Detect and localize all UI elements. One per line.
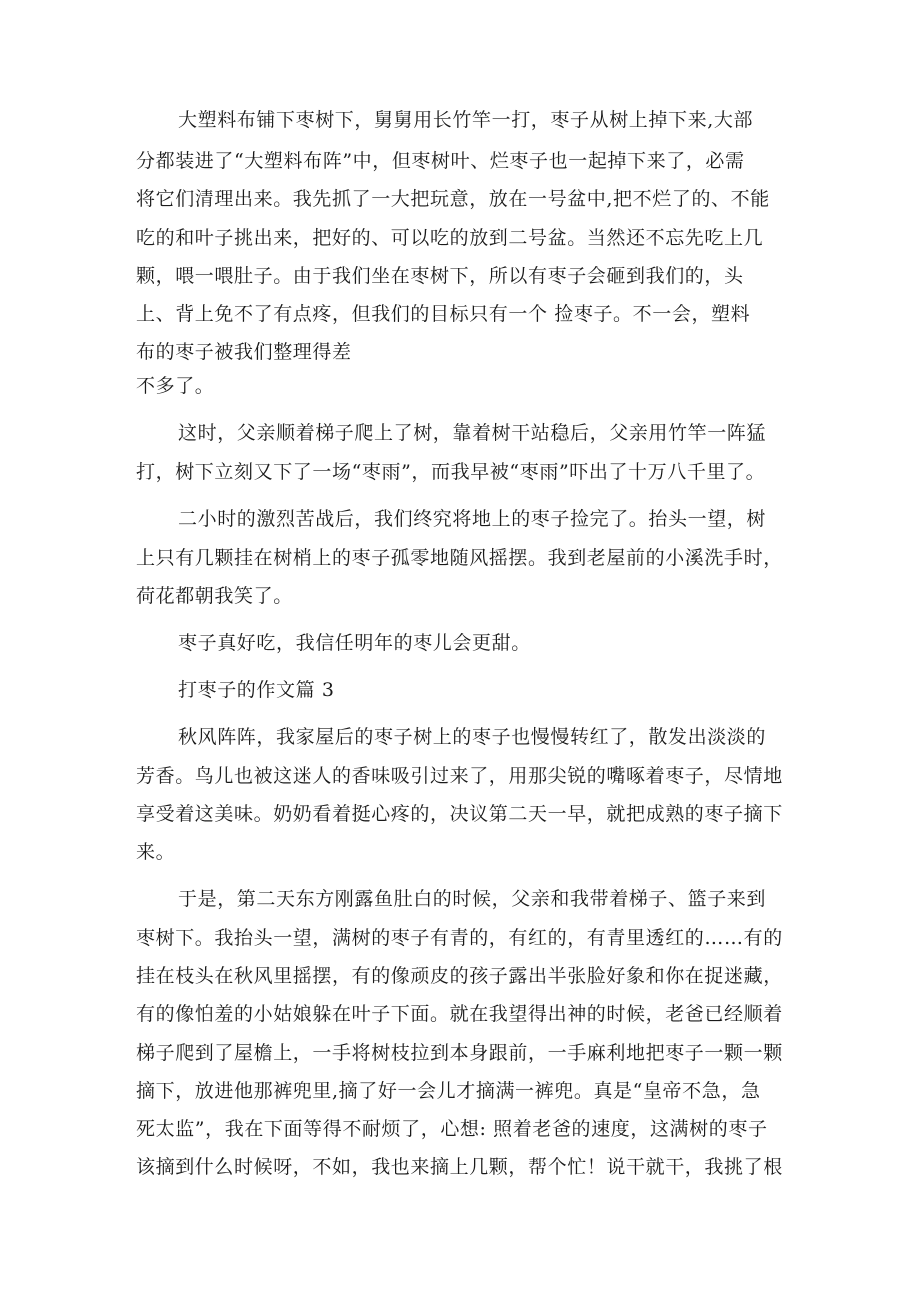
text-line: 将它们清理出来。我先抓了一大把玩意，放在一号盆中,把不烂了的、不能	[136, 188, 770, 210]
text-line: 分都装进了“大塑料布阵”中，但枣树叶、烂枣子也一起掉下来了，必需	[136, 150, 745, 172]
text-line: 来。	[136, 841, 176, 863]
text-line: 颗，喂一喂肚子。由于我们坐在枣树下，所以有枣子会砸到我们的，头	[136, 265, 744, 287]
text-line: 荷花都朝我笑了。	[136, 585, 293, 607]
text-line: 死太监”，我在下面等得不耐烦了，心想: 照着老爸的速度，这满树的枣子	[136, 1118, 768, 1140]
text-line: 二小时的激烈苦战后，我们终究将地上的枣子捡完了。抬头一望，树	[178, 508, 767, 530]
text-line: 秋风阵阵，我家屋后的枣子树上的枣子也慢慢转红了，散发出淡淡的	[178, 726, 767, 748]
text-line: 不多了。	[136, 375, 215, 397]
text-line: 布的枣子被我们整理得差	[136, 341, 352, 363]
text-line: 享受着这美味。奶奶看着挺心疼的，决议第二天一早，就把成熟的枣子摘下	[136, 803, 783, 825]
text-line: 大塑料布铺下枣树下，舅舅用长竹竿一打，枣子从树上掉下来,大部	[178, 109, 754, 131]
text-line: 有的像怕羞的小姑娘躲在叶子下面。就在我望得出神的时候，老爸已经顺着	[136, 1003, 783, 1025]
text-line: 打，树下立刻又下了一场“枣雨”，而我早被“枣雨”吓出了十万八千里了。	[136, 461, 766, 483]
text-line: 上、背上免不了有点疼，但我们的目标只有一个 捡枣子。不一会，塑料	[136, 303, 751, 325]
text-line: 挂在枝头在秋风里摇摆，有的像顽皮的孩子露出半张脸好象和你在捉迷藏，	[136, 965, 783, 987]
text-line: 该摘到什么时候呀，不如，我也来摘上几颗，帮个忙！说干就干，我挑了根	[136, 1156, 783, 1178]
text-line: 上只有几颗挂在树梢上的枣子孤零地随风摇摆。我到老屋前的小溪洗手时，	[136, 547, 783, 569]
text-line: 吃的和叶子挑出来，把好的、可以吃的放到二号盆。当然还不忘先吃上几	[136, 227, 764, 249]
text-line: 这时，父亲顺着梯子爬上了树，靠着树干站稳后，父亲用竹竿一阵猛	[178, 422, 767, 444]
text-line: 摘下，放进他那裤兜里,摘了好一会儿才摘满一裤兜。真是“皇帝不急，急	[136, 1080, 761, 1102]
section-heading: 打枣子的作文篇 3	[178, 679, 335, 701]
text-line: 芳香。鸟儿也被这迷人的香味吸引过来了，用那尖锐的嘴啄着枣子，尽情地	[136, 765, 783, 787]
text-line: 梯子爬到了屋檐上，一手将树枝拉到本身跟前，一手麻利地把枣子一颗一颗	[136, 1042, 783, 1064]
text-line: 枣树下。我抬头一望，满树的枣子有青的，有红的，有青里透红的……有的	[136, 927, 783, 949]
text-line: 枣子真好吃，我信任明年的枣儿会更甜。	[178, 632, 531, 654]
text-line: 于是，第二天东方刚露鱼肚白的时候，父亲和我带着梯子、篮子来到	[178, 888, 767, 910]
